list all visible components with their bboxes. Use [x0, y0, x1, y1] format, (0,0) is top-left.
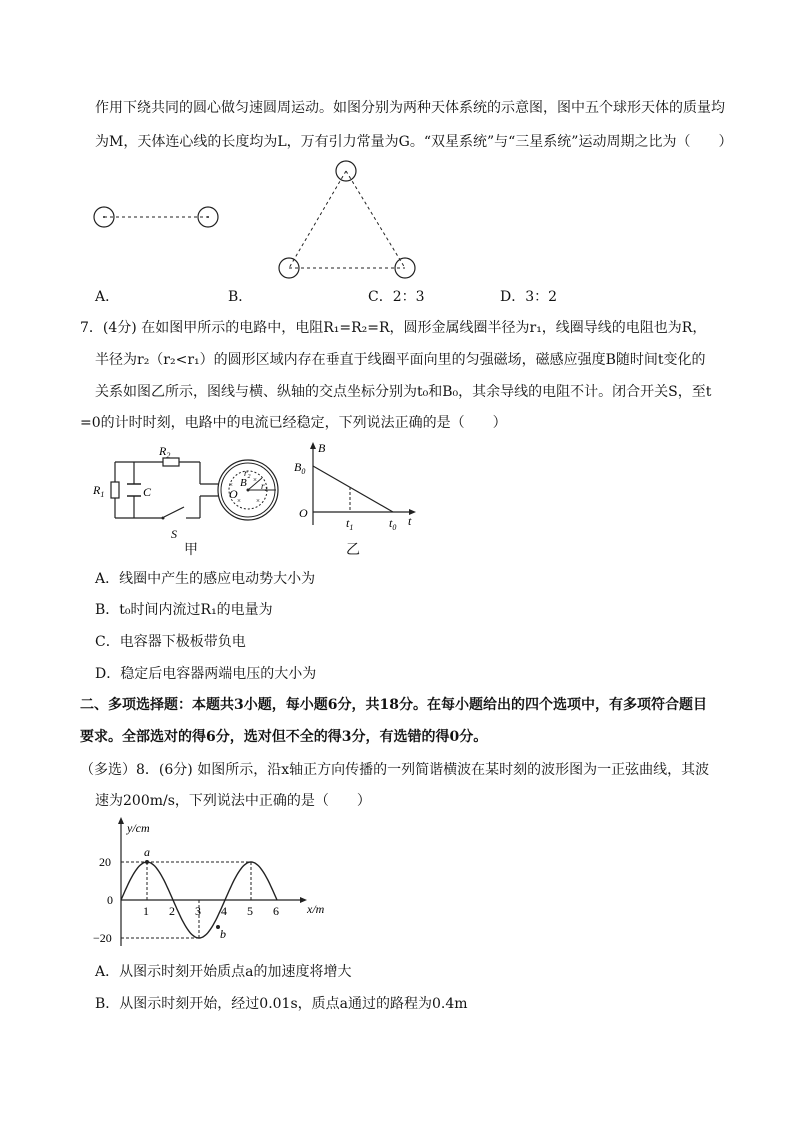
- section-2-header-line-2: 要求。全部选对的得6分，选对但不全的得3分，有选错的得0分。: [80, 729, 488, 745]
- label-o: O: [229, 487, 238, 501]
- axis-t-label: t: [408, 514, 412, 528]
- caption-yi: 乙: [346, 542, 360, 558]
- wave-point-a-label: a: [144, 845, 150, 859]
- q7-option-c: C．电容器下极板带负电: [95, 634, 246, 650]
- label-c: C: [143, 485, 152, 499]
- q6-option-b: B．: [228, 289, 253, 305]
- label-r1-radius: $r_1$: [261, 481, 268, 493]
- q7-text-line-1: 7．(4分) 在如图甲所示的电路中，电阻R₁=R₂=R，圆形金属线圈半径为r₁，线圈导线的电阻也为R，: [80, 320, 707, 336]
- label-r1: $R_1$: [93, 483, 105, 499]
- q6-text-line-2: 为M，天体连心线的长度均为L，万有引力常量为G。“双星系统”与“三星系统”运动周期之比为（ ）: [95, 134, 733, 150]
- svg-text:×: ×: [229, 481, 233, 489]
- svg-text:×: ×: [256, 497, 260, 505]
- wave-xlabel: x/m: [307, 902, 325, 916]
- q8-text-line-2: 速为200m/s，下列说法中正确的是（ ）: [95, 793, 371, 809]
- axis-b-label: B: [318, 441, 326, 455]
- q7-text-line-3: 关系如图乙所示，图线与横、纵轴的交点坐标分别为t₀和B₀，其余导线的电阻不计。闭合开关S，至t: [95, 384, 712, 400]
- axis-t0-label: $t_0$: [389, 516, 397, 532]
- wave-x3: 3: [195, 904, 201, 918]
- wave-y20: 20: [99, 855, 111, 869]
- triple-star-diagram: [275, 155, 425, 285]
- q7-option-b: B．t₀时间内流过R₁的电量为: [95, 602, 273, 618]
- point-a-marker: [145, 860, 149, 864]
- wave-x6: 6: [273, 904, 279, 918]
- wave-x4: 4: [221, 904, 227, 918]
- q8-option-b: B．从图示时刻开始，经过0.01s，质点a通过的路程为0.4m: [95, 996, 468, 1012]
- axis-b0-label: $B_0$: [294, 460, 306, 476]
- svg-text:×: ×: [253, 476, 257, 484]
- axis-t1-label: $t_1$: [346, 516, 354, 532]
- q7-text-line-2: 半径为r₂（r₂<r₁）的圆形区域内存在垂直于线圈平面向里的匀强磁场，磁感应强度B随时间t变化的: [95, 352, 706, 368]
- caption-jia: 甲: [184, 542, 198, 558]
- q7-text-line-4: =0的计时时刻，电路中的电流已经稳定，下列说法正确的是（ ）: [80, 415, 507, 431]
- wave-point-b-label: b: [220, 927, 226, 941]
- label-r2: $R_2$: [159, 444, 171, 460]
- binary-star-diagram: [90, 200, 230, 240]
- wave-x1: 1: [143, 904, 149, 918]
- wave-graph: [85, 812, 345, 952]
- axis-origin-label: O: [299, 506, 308, 520]
- q7-option-d: D．稳定后电容器两端电压的大小为: [95, 666, 317, 682]
- wave-ylabel: y/cm: [127, 821, 150, 835]
- wave-yneg20: −20: [93, 931, 112, 945]
- b-t-graph: [290, 440, 430, 540]
- q8-text-line-1: （多选）8．(6分) 如图所示，沿x轴正方向传播的一列简谐横波在某时刻的波形图为一正弦曲线，其波: [80, 762, 710, 778]
- q6-option-d: D．3：2: [500, 289, 558, 305]
- label-r2-radius: $r_2$: [244, 468, 251, 480]
- q6-option-c: C．2：3: [368, 289, 425, 305]
- wave-y0: 0: [107, 893, 113, 907]
- q8-option-a: A．从图示时刻开始质点a的加速度将增大: [95, 964, 352, 980]
- section-2-header-line-1: 二、多项选择题：本题共3小题，每小题6分，共18分。在每小题给出的四个选项中，有多项符合题目: [80, 697, 707, 713]
- q6-option-a: A．: [95, 289, 120, 305]
- svg-text:×: ×: [237, 497, 241, 505]
- label-s: S: [171, 527, 177, 541]
- q6-text-line-1: 作用下绕共同的圆心做匀速圆周运动。如图分别为两种天体系统的示意图，图中五个球形天体的质量均: [95, 100, 725, 116]
- label-b: B: [240, 477, 247, 489]
- wave-x2: 2: [169, 904, 175, 918]
- q7-option-a: A．线圈中产生的感应电动势大小为: [95, 571, 316, 587]
- wave-x5: 5: [247, 904, 253, 918]
